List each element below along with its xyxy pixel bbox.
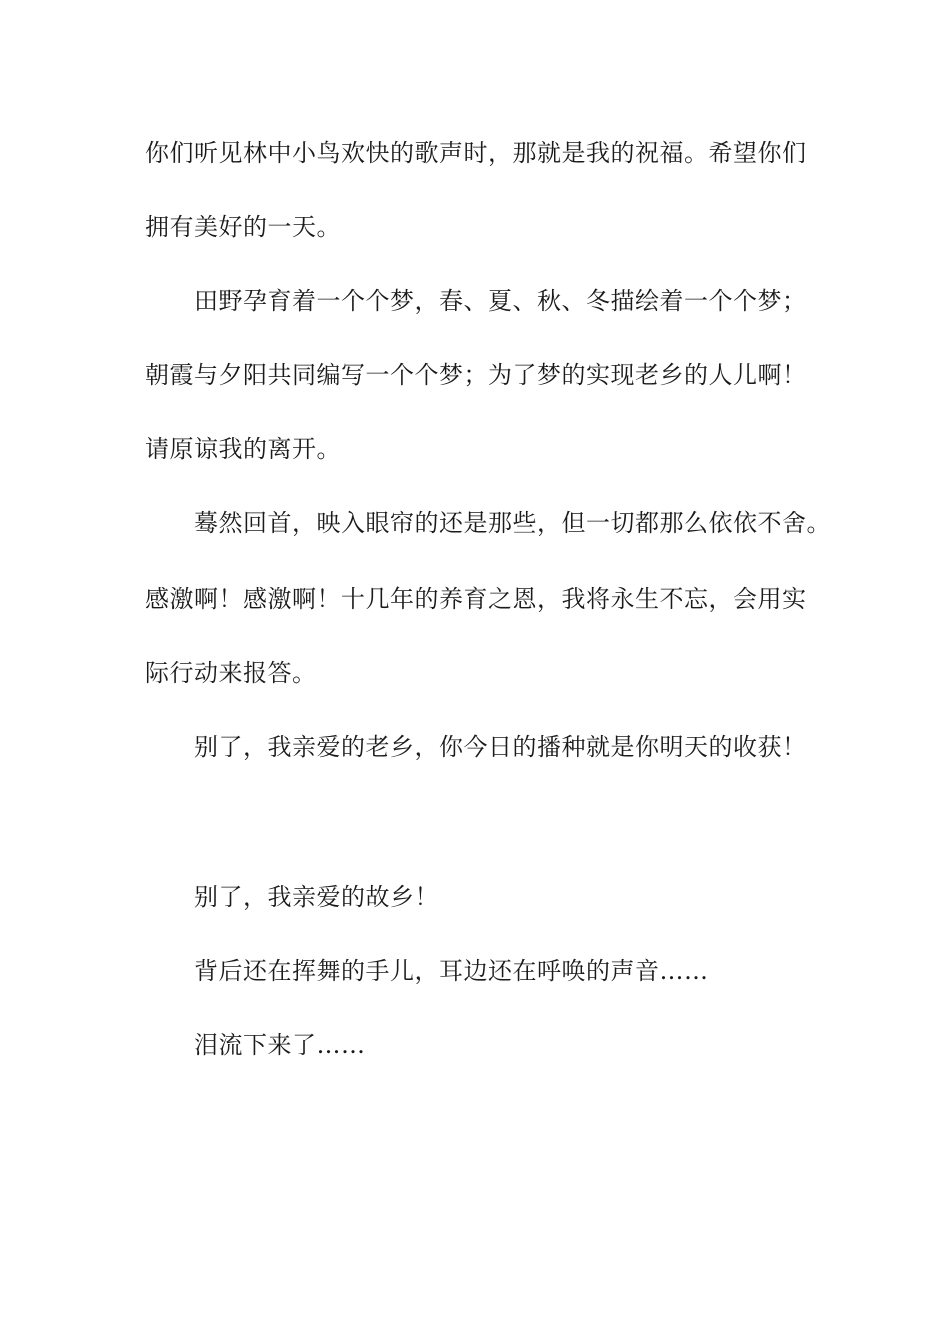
paragraph-line: 请原谅我的离开。	[145, 435, 341, 463]
paragraph-line: 泪流下来了……	[194, 1031, 366, 1059]
paragraph-line: 朝霞与夕阳共同编写一个个梦；为了梦的实现老乡的人儿啊！	[145, 361, 807, 389]
paragraph-line: 你们听见林中小鸟欢快的歌声时，那就是我的祝福。希望你们	[145, 139, 807, 167]
paragraph-line: 别了，我亲爱的故乡！	[194, 883, 439, 911]
paragraph-line: 拥有美好的一天。	[145, 213, 341, 241]
paragraph-line: 蓦然回首，映入眼帘的还是那些，但一切都那么依依不舍。	[194, 509, 831, 537]
paragraph-line: 感激啊！感激啊！十几年的养育之恩，我将永生不忘，会用实	[145, 585, 807, 613]
paragraph-line: 背后还在挥舞的手儿，耳边还在呼唤的声音……	[194, 957, 709, 985]
paragraph-line: 际行动来报答。	[145, 659, 317, 687]
paragraph-line: 田野孕育着一个个梦，春、夏、秋、冬描绘着一个个梦；	[194, 287, 807, 315]
paragraph-line: 别了，我亲爱的老乡，你今日的播种就是你明天的收获！	[194, 733, 807, 761]
